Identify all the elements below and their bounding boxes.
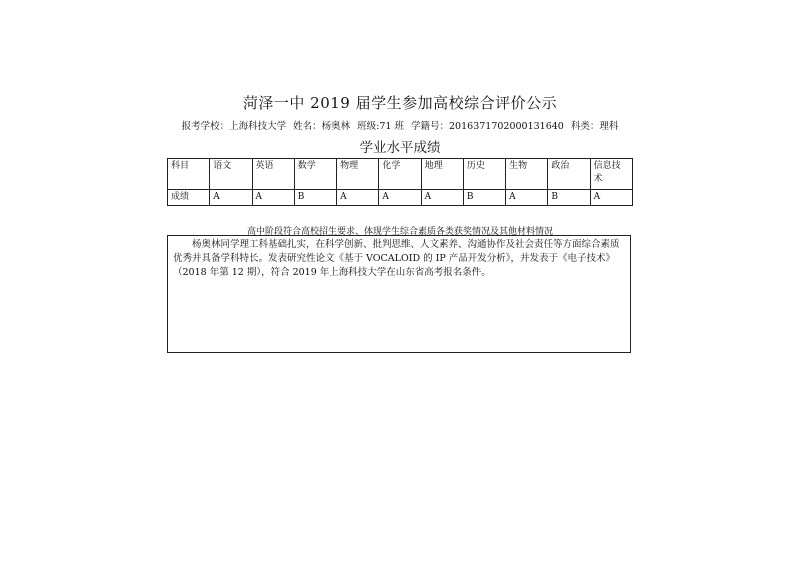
grades-table bbox=[167, 158, 633, 206]
subject-cell: 物理 bbox=[337, 159, 379, 190]
class-info: 班级:71 班 bbox=[357, 121, 404, 132]
grade-cell: B bbox=[463, 190, 505, 206]
materials-text-box: 杨奥林同学理工科基础扎实，在科学创新、批判思维、人文素养、沟通协作及社会责任等方面综合素质优秀并具备学科特长。发表研究性论文《基于 VOCALOID 的 IP 产品开发分析》，并发表于《电子技术》（2018 年第 12 期），符合 2019 年上海科技大学在山东省高考报名条件。 bbox=[167, 235, 631, 353]
name-info: 姓名：杨奥林 bbox=[293, 121, 351, 132]
section-title: 学业水平成绩 bbox=[359, 140, 441, 156]
subject-cell: 地理 bbox=[421, 159, 463, 190]
grade-cell: B bbox=[548, 190, 590, 206]
row-label-subject: 科目 bbox=[168, 159, 210, 190]
student-id-info: 学籍号：2016371702000131640 bbox=[411, 121, 564, 132]
school-info: 报考学校：上海科技大学 bbox=[181, 121, 287, 132]
subjects-row bbox=[168, 159, 633, 190]
subject-cell: 数学 bbox=[294, 159, 336, 190]
grade-cell: A bbox=[421, 190, 463, 206]
subject-cell: 语文 bbox=[210, 159, 252, 190]
subject-cell: 英语 bbox=[252, 159, 294, 190]
subject-cell: 历史 bbox=[463, 159, 505, 190]
applicant-info bbox=[0, 118, 800, 132]
grade-cell: A bbox=[337, 190, 379, 206]
grade-cell: A bbox=[210, 190, 252, 206]
subject-cell: 信息技术 bbox=[590, 159, 632, 190]
category-info: 科类：理科 bbox=[570, 121, 619, 132]
materials-caption: 高中阶段符合高校招生要求、体现学生综合素质各类获奖情况及其他材料情况 bbox=[246, 227, 553, 237]
grades-row bbox=[168, 190, 633, 206]
subject-cell: 化学 bbox=[379, 159, 421, 190]
grade-cell: A bbox=[590, 190, 632, 206]
page-title: 菏泽一中 2019 届学生参加高校综合评价公示 bbox=[242, 94, 558, 112]
grade-cell: A bbox=[252, 190, 294, 206]
grade-cell: B bbox=[294, 190, 336, 206]
subject-cell: 生物 bbox=[506, 159, 548, 190]
row-label-grade: 成绩 bbox=[168, 190, 210, 206]
subject-cell: 政治 bbox=[548, 159, 590, 190]
grade-cell: A bbox=[379, 190, 421, 206]
grade-cell: A bbox=[506, 190, 548, 206]
